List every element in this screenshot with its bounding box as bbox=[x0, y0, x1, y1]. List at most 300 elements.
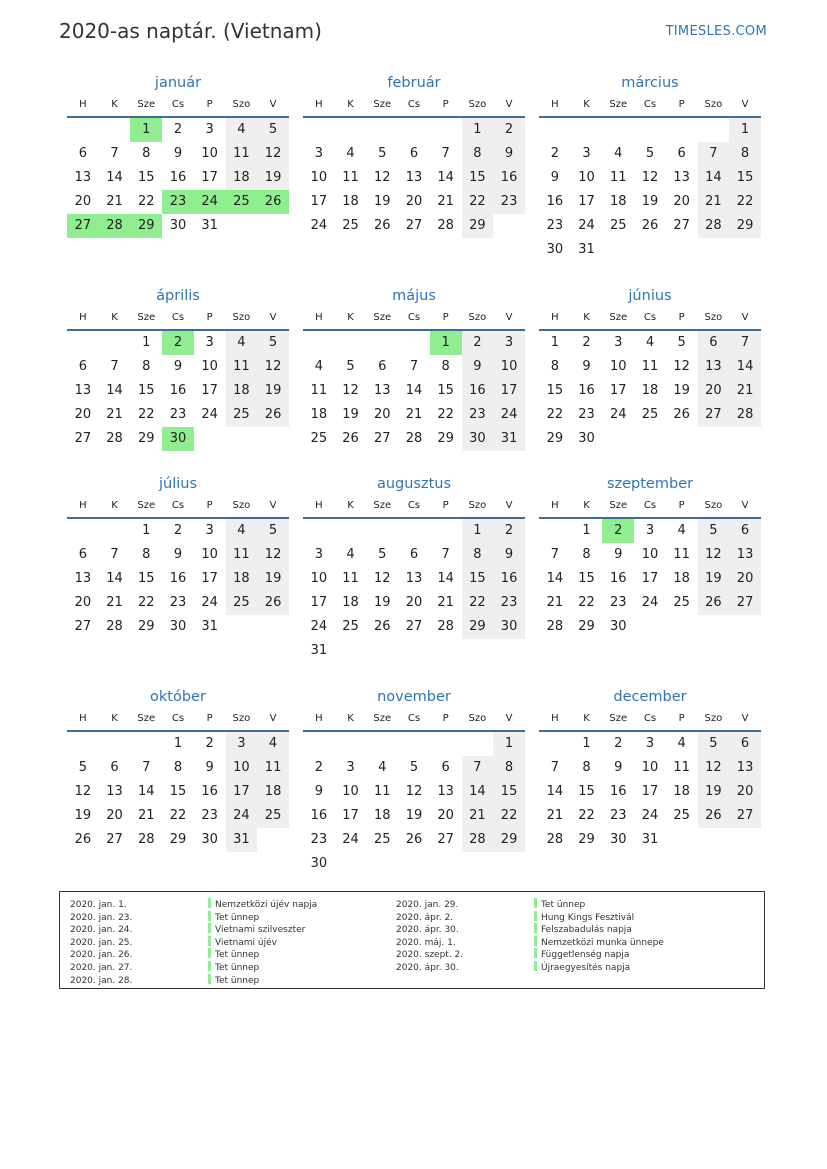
day-cell: 4 bbox=[677, 736, 686, 751]
weekday-header: Sze bbox=[602, 708, 634, 732]
day-cell: 18 bbox=[609, 194, 627, 209]
day-cell: 11 bbox=[342, 571, 359, 586]
weekend-day-cell: 11 bbox=[226, 142, 258, 166]
day-cell: 25 bbox=[310, 431, 328, 446]
day-cell: 7 bbox=[409, 359, 419, 374]
day-cell: 29 bbox=[137, 619, 155, 634]
day-cell: 14 bbox=[106, 383, 123, 398]
weekday-header: V bbox=[729, 708, 761, 732]
day-cell: 6 bbox=[441, 760, 450, 775]
legend-entry bbox=[70, 948, 317, 961]
day-cell: 25 bbox=[342, 619, 359, 634]
weekday-header: K bbox=[335, 495, 367, 519]
day-cell: 24 bbox=[201, 595, 218, 610]
day-cell: 21 bbox=[137, 808, 155, 823]
empty-day-cell bbox=[67, 519, 99, 543]
legend-entry bbox=[70, 936, 317, 949]
day-cell: 8 bbox=[550, 359, 559, 374]
day-cell: 9 bbox=[582, 359, 591, 374]
weekend-day-cell: 3 bbox=[493, 331, 525, 355]
weekend-day-cell: 20 bbox=[698, 379, 730, 403]
weekday-header: Cs bbox=[634, 708, 666, 732]
month-grid bbox=[539, 495, 761, 639]
weekend-day-cell: 31 bbox=[493, 427, 525, 451]
day-cell: 30 bbox=[546, 242, 564, 257]
legend-date: 2020. jan. 24. bbox=[70, 925, 133, 936]
weekend-day-cell: 19 bbox=[698, 567, 730, 591]
weekday-header: Sze bbox=[130, 307, 162, 331]
day-cell: 10 bbox=[201, 146, 218, 161]
weekend-day-cell: 30 bbox=[493, 615, 525, 639]
weekday-header: Sze bbox=[602, 495, 634, 519]
holiday-day-cell: 25 bbox=[226, 190, 258, 214]
day-cell: 28 bbox=[437, 619, 454, 634]
day-cell: 17 bbox=[201, 170, 218, 185]
day-cell: 6 bbox=[378, 359, 387, 374]
day-cell: 12 bbox=[373, 571, 391, 586]
day-cell: 16 bbox=[169, 170, 187, 185]
day-cell: 1 bbox=[142, 523, 151, 538]
legend-holiday-name: Tet ünnep bbox=[541, 900, 586, 910]
day-cell: 20 bbox=[405, 595, 423, 610]
weekend-day-cell: 5 bbox=[698, 732, 730, 756]
day-cell: 12 bbox=[405, 784, 423, 799]
day-cell: 18 bbox=[673, 571, 690, 586]
day-cell: 26 bbox=[342, 431, 359, 446]
weekend-day-cell: 6 bbox=[729, 519, 761, 543]
holiday-marker bbox=[208, 961, 211, 971]
legend-date: 2020. jan. 27. bbox=[70, 962, 133, 973]
weekday-header: V bbox=[729, 307, 761, 331]
legend-entry bbox=[70, 923, 317, 936]
weekend-day-cell: 27 bbox=[729, 591, 761, 615]
day-cell: 20 bbox=[74, 194, 92, 209]
day-cell: 18 bbox=[373, 808, 391, 823]
day-cell: 1 bbox=[582, 523, 591, 538]
weekday-header: Sze bbox=[366, 94, 398, 118]
day-cell: 24 bbox=[310, 218, 328, 233]
day-cell: 10 bbox=[201, 359, 218, 374]
weekday-header: Cs bbox=[162, 94, 194, 118]
weekday-header: V bbox=[729, 94, 761, 118]
empty-day-cell bbox=[99, 331, 131, 355]
weekend-day-cell: 19 bbox=[257, 166, 289, 190]
empty-day-cell bbox=[335, 732, 367, 756]
day-cell: 14 bbox=[106, 571, 123, 586]
weekday-header: K bbox=[99, 708, 131, 732]
day-cell: 19 bbox=[673, 383, 690, 398]
holiday-legend bbox=[59, 891, 765, 989]
legend-entry bbox=[396, 936, 664, 949]
day-cell: 13 bbox=[405, 571, 423, 586]
weekend-day-cell: 1 bbox=[462, 118, 494, 142]
day-cell: 9 bbox=[614, 760, 623, 775]
legend-holiday-name: Hung Kings Fesztivál bbox=[541, 912, 635, 923]
weekend-day-cell: 25 bbox=[226, 403, 258, 427]
holiday-marker bbox=[208, 923, 211, 933]
weekend-day-cell: 26 bbox=[257, 591, 289, 615]
day-cell: 18 bbox=[342, 595, 359, 610]
day-cell: 5 bbox=[677, 335, 686, 350]
day-cell: 16 bbox=[169, 383, 187, 398]
weekday-header: H bbox=[67, 708, 99, 732]
day-cell: 3 bbox=[314, 547, 323, 562]
weekend-day-cell: 2 bbox=[493, 519, 525, 543]
legend-holiday-name: Tet ünnep bbox=[215, 912, 260, 923]
empty-day-cell bbox=[335, 331, 367, 355]
day-cell: 1 bbox=[142, 335, 151, 350]
day-cell: 24 bbox=[609, 407, 627, 422]
legend-holiday-name: Újraegyesítés napja bbox=[541, 962, 631, 973]
holiday-marker bbox=[534, 923, 537, 933]
day-cell: 8 bbox=[142, 146, 151, 161]
day-cell: 15 bbox=[437, 383, 454, 398]
empty-day-cell bbox=[303, 118, 335, 142]
weekday-header: Cs bbox=[398, 307, 430, 331]
day-cell: 8 bbox=[441, 359, 450, 374]
day-cell: 27 bbox=[673, 218, 690, 233]
weekend-day-cell: 19 bbox=[698, 780, 730, 804]
day-cell: 2 bbox=[614, 736, 623, 751]
weekend-day-cell: 28 bbox=[698, 214, 730, 238]
legend-holiday-name: Felszabadulás napja bbox=[541, 925, 632, 936]
weekend-day-cell: 25 bbox=[257, 804, 289, 828]
empty-day-cell bbox=[366, 331, 398, 355]
day-cell: 5 bbox=[346, 359, 355, 374]
empty-day-cell bbox=[99, 118, 131, 142]
weekday-header: H bbox=[539, 94, 571, 118]
weekend-day-cell: 29 bbox=[462, 615, 494, 639]
day-cell: 18 bbox=[641, 383, 659, 398]
weekday-header: Szo bbox=[226, 307, 258, 331]
weekday-header: V bbox=[257, 307, 289, 331]
day-cell: 5 bbox=[409, 760, 419, 775]
weekend-day-cell: 7 bbox=[462, 756, 494, 780]
day-cell: 13 bbox=[106, 784, 123, 799]
weekday-header: H bbox=[303, 307, 335, 331]
weekday-header: Cs bbox=[398, 495, 430, 519]
day-cell: 26 bbox=[373, 619, 391, 634]
day-cell: 6 bbox=[78, 146, 87, 161]
day-cell: 11 bbox=[373, 784, 391, 799]
holiday-day-cell: 23 bbox=[162, 190, 194, 214]
weekend-day-cell: 21 bbox=[729, 379, 761, 403]
day-cell: 23 bbox=[578, 407, 595, 422]
weekday-header: P bbox=[666, 94, 698, 118]
weekend-day-cell: 6 bbox=[729, 732, 761, 756]
month-name: május bbox=[392, 288, 436, 304]
day-cell: 3 bbox=[314, 146, 323, 161]
day-cell: 11 bbox=[609, 170, 627, 185]
day-cell: 15 bbox=[137, 170, 155, 185]
day-cell: 16 bbox=[609, 784, 627, 799]
weekday-header: K bbox=[571, 307, 603, 331]
day-cell: 29 bbox=[169, 832, 187, 847]
legend-holiday-name: Tet ünnep bbox=[215, 950, 260, 961]
day-cell: 25 bbox=[373, 832, 391, 847]
empty-day-cell bbox=[398, 732, 430, 756]
day-cell: 4 bbox=[645, 335, 655, 350]
day-cell: 3 bbox=[205, 122, 214, 137]
day-cell: 20 bbox=[437, 808, 454, 823]
brand-link[interactable]: TIMESLES.COM bbox=[665, 24, 767, 39]
weekday-header: V bbox=[257, 94, 289, 118]
day-cell: 21 bbox=[546, 595, 564, 610]
legend-entry bbox=[396, 923, 664, 936]
day-cell: 27 bbox=[405, 619, 423, 634]
day-cell: 7 bbox=[110, 146, 119, 161]
empty-day-cell bbox=[303, 331, 335, 355]
holiday-day-cell: 2 bbox=[162, 331, 194, 355]
weekday-header: Sze bbox=[130, 708, 162, 732]
weekend-day-cell: 12 bbox=[698, 543, 730, 567]
empty-day-cell bbox=[602, 118, 634, 142]
day-cell: 28 bbox=[437, 218, 454, 233]
page-title: 2020-as naptár. (Vietnam) bbox=[59, 19, 322, 43]
day-cell: 28 bbox=[546, 619, 564, 634]
day-cell: 15 bbox=[578, 571, 595, 586]
holiday-day-cell: 26 bbox=[257, 190, 289, 214]
day-cell: 19 bbox=[641, 194, 659, 209]
day-cell: 22 bbox=[437, 407, 454, 422]
weekday-header: K bbox=[335, 307, 367, 331]
legend-date: 2020. jan. 28. bbox=[70, 975, 133, 986]
day-cell: 17 bbox=[641, 784, 659, 799]
day-cell: 22 bbox=[169, 808, 187, 823]
day-cell: 25 bbox=[641, 407, 659, 422]
legend-holiday-name: Függetlenség napja bbox=[541, 950, 630, 961]
legend-entry bbox=[396, 961, 664, 974]
weekend-day-cell: 29 bbox=[493, 828, 525, 852]
weekend-day-cell: 6 bbox=[698, 331, 730, 355]
legend-holiday-name: Vietnami szilveszter bbox=[215, 925, 306, 936]
day-cell: 12 bbox=[373, 170, 391, 185]
holiday-day-cell: 1 bbox=[430, 331, 462, 355]
day-cell: 29 bbox=[546, 431, 564, 446]
empty-day-cell bbox=[130, 732, 162, 756]
day-cell: 15 bbox=[169, 784, 187, 799]
weekend-day-cell: 24 bbox=[493, 403, 525, 427]
month-8 bbox=[303, 473, 525, 663]
day-cell: 15 bbox=[578, 784, 595, 799]
day-cell: 19 bbox=[74, 808, 92, 823]
day-cell: 6 bbox=[677, 146, 686, 161]
day-cell: 15 bbox=[137, 383, 155, 398]
weekday-header: K bbox=[571, 708, 603, 732]
weekend-day-cell: 28 bbox=[462, 828, 494, 852]
weekend-day-cell: 8 bbox=[462, 142, 494, 166]
day-cell: 7 bbox=[550, 547, 559, 562]
day-cell: 3 bbox=[645, 736, 655, 751]
month-grid bbox=[539, 307, 761, 451]
day-cell: 13 bbox=[437, 784, 454, 799]
day-cell: 5 bbox=[378, 146, 387, 161]
day-cell: 3 bbox=[205, 523, 214, 538]
weekend-day-cell: 5 bbox=[257, 331, 289, 355]
day-cell: 11 bbox=[673, 760, 690, 775]
day-cell: 4 bbox=[614, 146, 623, 161]
weekday-header: Cs bbox=[634, 495, 666, 519]
day-cell: 10 bbox=[310, 170, 328, 185]
day-cell: 30 bbox=[578, 431, 595, 446]
weekend-day-cell: 10 bbox=[226, 756, 258, 780]
legend-date: 2020. ápr. 30. bbox=[396, 962, 459, 973]
holiday-day-cell: 24 bbox=[194, 190, 226, 214]
day-cell: 19 bbox=[373, 194, 391, 209]
legend-entry bbox=[396, 911, 664, 924]
weekend-day-cell: 22 bbox=[462, 190, 494, 214]
day-cell: 2 bbox=[173, 523, 183, 538]
empty-day-cell bbox=[335, 519, 367, 543]
weekday-header: P bbox=[430, 94, 462, 118]
month-6 bbox=[539, 285, 761, 451]
empty-day-cell bbox=[335, 118, 367, 142]
day-cell: 28 bbox=[106, 619, 123, 634]
day-cell: 20 bbox=[673, 194, 690, 209]
month-name: március bbox=[621, 75, 679, 91]
day-cell: 2 bbox=[550, 146, 559, 161]
empty-day-cell bbox=[67, 118, 99, 142]
day-cell: 11 bbox=[641, 359, 659, 374]
empty-day-cell bbox=[366, 732, 398, 756]
weekend-day-cell: 16 bbox=[493, 166, 525, 190]
holiday-marker bbox=[208, 898, 211, 908]
day-cell: 24 bbox=[641, 595, 659, 610]
weekday-header: P bbox=[194, 708, 226, 732]
empty-day-cell bbox=[539, 118, 571, 142]
weekday-header: H bbox=[67, 495, 99, 519]
day-cell: 5 bbox=[378, 547, 387, 562]
holiday-marker bbox=[534, 961, 537, 971]
empty-day-cell bbox=[366, 519, 398, 543]
weekday-header: P bbox=[666, 708, 698, 732]
day-cell: 8 bbox=[582, 760, 591, 775]
month-grid bbox=[303, 94, 525, 238]
day-cell: 17 bbox=[641, 571, 659, 586]
day-cell: 24 bbox=[641, 808, 659, 823]
day-cell: 6 bbox=[409, 547, 419, 562]
day-cell: 19 bbox=[342, 407, 359, 422]
weekday-header: H bbox=[539, 307, 571, 331]
day-cell: 11 bbox=[310, 383, 328, 398]
month-grid bbox=[67, 94, 289, 238]
weekday-header: Sze bbox=[130, 94, 162, 118]
day-cell: 16 bbox=[169, 571, 187, 586]
weekend-day-cell: 30 bbox=[462, 427, 494, 451]
weekend-day-cell: 15 bbox=[462, 567, 494, 591]
weekday-header: P bbox=[194, 495, 226, 519]
weekday-header: H bbox=[539, 708, 571, 732]
day-cell: 27 bbox=[74, 619, 92, 634]
weekday-header: Sze bbox=[366, 495, 398, 519]
day-cell: 14 bbox=[437, 170, 454, 185]
weekend-day-cell: 8 bbox=[729, 142, 761, 166]
legend-entry bbox=[396, 948, 664, 961]
month-name: június bbox=[628, 288, 672, 304]
holiday-day-cell: 2 bbox=[602, 519, 634, 543]
weekday-header: Cs bbox=[634, 94, 666, 118]
weekend-day-cell: 17 bbox=[226, 780, 258, 804]
weekend-day-cell: 9 bbox=[493, 142, 525, 166]
weekend-day-cell: 11 bbox=[226, 355, 258, 379]
month-5 bbox=[303, 285, 525, 451]
weekend-day-cell: 4 bbox=[226, 118, 258, 142]
weekend-day-cell: 9 bbox=[462, 355, 494, 379]
day-cell: 15 bbox=[137, 571, 155, 586]
day-cell: 10 bbox=[201, 547, 218, 562]
day-cell: 2 bbox=[582, 335, 591, 350]
day-cell: 13 bbox=[74, 571, 92, 586]
weekend-day-cell: 21 bbox=[462, 804, 494, 828]
weekday-header: V bbox=[257, 708, 289, 732]
weekday-header: Szo bbox=[462, 307, 494, 331]
day-cell: 10 bbox=[641, 760, 659, 775]
day-cell: 8 bbox=[582, 547, 591, 562]
weekday-header: V bbox=[493, 307, 525, 331]
weekend-day-cell: 13 bbox=[729, 543, 761, 567]
day-cell: 13 bbox=[74, 170, 92, 185]
day-cell: 28 bbox=[137, 832, 155, 847]
weekday-header: Cs bbox=[162, 495, 194, 519]
month-grid bbox=[539, 94, 761, 262]
day-cell: 29 bbox=[578, 619, 595, 634]
month-2 bbox=[303, 72, 525, 238]
weekday-header: Szo bbox=[226, 708, 258, 732]
month-4 bbox=[67, 285, 289, 451]
legend-holiday-name: Tet ünnep bbox=[215, 975, 260, 986]
weekend-day-cell: 26 bbox=[698, 804, 730, 828]
day-cell: 21 bbox=[405, 407, 423, 422]
weekday-header: H bbox=[67, 94, 99, 118]
day-cell: 16 bbox=[609, 571, 627, 586]
day-cell: 14 bbox=[546, 571, 564, 586]
empty-day-cell bbox=[571, 118, 603, 142]
day-cell: 4 bbox=[346, 146, 355, 161]
day-cell: 14 bbox=[106, 170, 123, 185]
day-cell: 10 bbox=[310, 571, 328, 586]
weekday-header: H bbox=[67, 307, 99, 331]
day-cell: 25 bbox=[673, 808, 690, 823]
weekend-day-cell: 17 bbox=[493, 379, 525, 403]
weekday-header: Szo bbox=[698, 307, 730, 331]
weekday-header: P bbox=[666, 495, 698, 519]
weekday-header: P bbox=[194, 94, 226, 118]
day-cell: 20 bbox=[373, 407, 391, 422]
weekend-day-cell: 2 bbox=[493, 118, 525, 142]
weekend-day-cell: 22 bbox=[462, 591, 494, 615]
day-cell: 24 bbox=[310, 619, 328, 634]
weekend-day-cell: 15 bbox=[729, 166, 761, 190]
legend-entry bbox=[70, 911, 317, 924]
weekend-day-cell: 19 bbox=[257, 567, 289, 591]
weekend-day-cell: 4 bbox=[257, 732, 289, 756]
day-cell: 27 bbox=[373, 431, 391, 446]
legend-entry bbox=[396, 898, 664, 911]
weekday-header: Szo bbox=[226, 94, 258, 118]
day-cell: 23 bbox=[546, 218, 564, 233]
weekend-day-cell: 18 bbox=[257, 780, 289, 804]
holiday-marker bbox=[534, 948, 537, 958]
weekend-day-cell: 22 bbox=[493, 804, 525, 828]
day-cell: 28 bbox=[546, 832, 564, 847]
day-cell: 29 bbox=[137, 431, 155, 446]
weekend-day-cell: 5 bbox=[698, 519, 730, 543]
month-grid bbox=[303, 495, 525, 663]
day-cell: 14 bbox=[437, 571, 454, 586]
day-cell: 3 bbox=[205, 335, 214, 350]
day-cell: 7 bbox=[441, 146, 450, 161]
weekday-header: Sze bbox=[130, 495, 162, 519]
